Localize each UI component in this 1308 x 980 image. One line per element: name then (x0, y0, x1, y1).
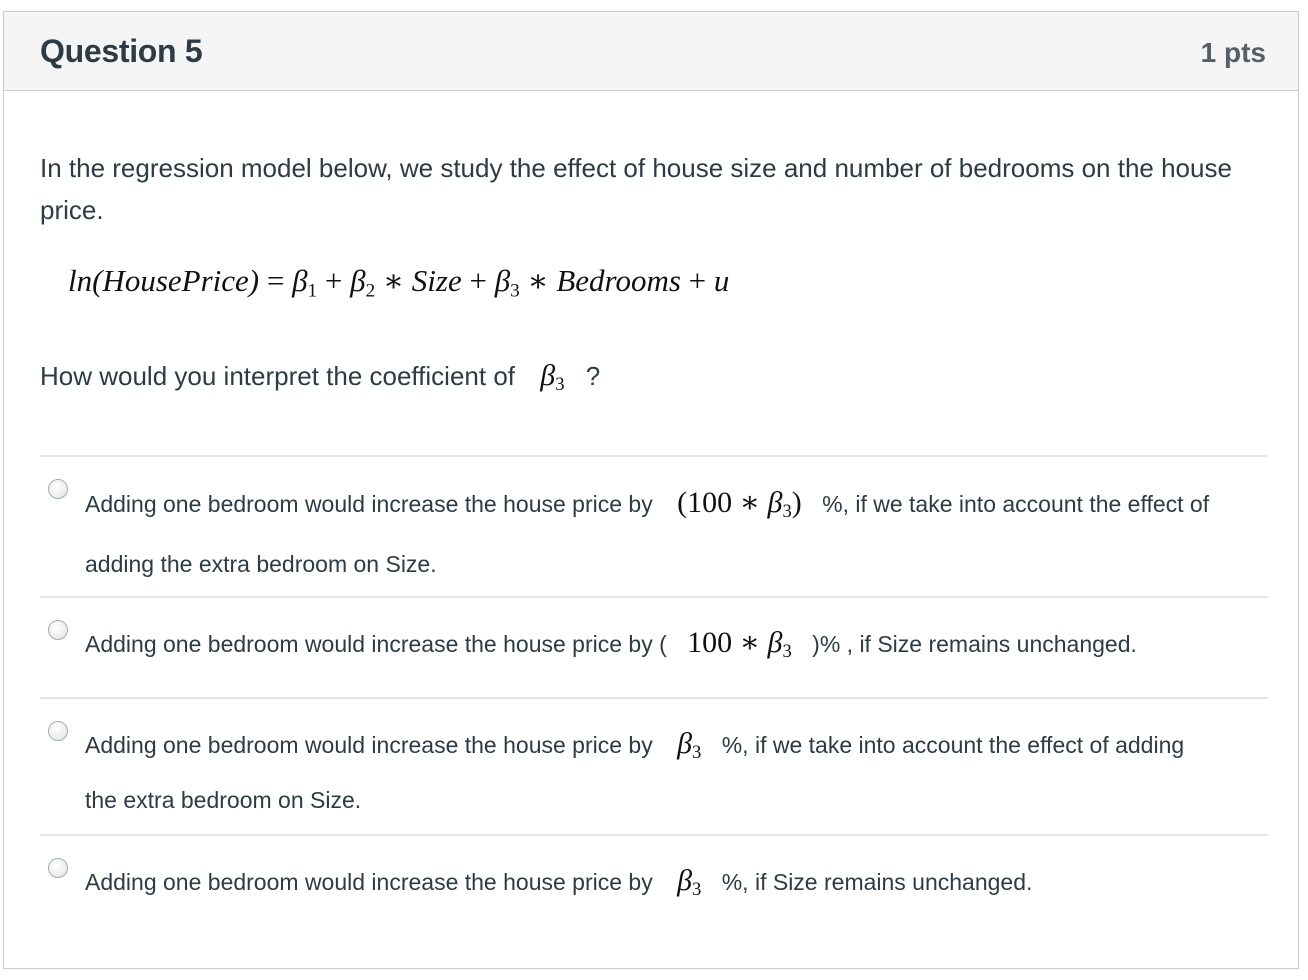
multiply-sign: ∗ (382, 263, 405, 298)
beta3-subscript: 3 (692, 879, 702, 901)
radio-button[interactable] (48, 858, 68, 878)
beta3-symbol: β (540, 359, 556, 392)
beta3-subscript: 3 (555, 374, 565, 396)
beta3-subscript: 3 (692, 742, 702, 764)
size-variable: Size (411, 263, 462, 298)
answer-text (85, 485, 1268, 523)
answer-suffix: %, if we take into account the effect of adding (721, 732, 1185, 758)
beta1-subscript: 1 (307, 280, 318, 302)
question-intro: In the regression model below, we study the effect of house size and number of bedrooms on the house price. (40, 153, 1232, 225)
bedrooms-variable: Bedrooms (556, 263, 681, 298)
answer-prefix: Adding one bedroom would increase the house price by (85, 869, 653, 895)
answer-suffix: %, if we take into account the effect of (822, 491, 1210, 517)
beta3-symbol: β (677, 864, 693, 897)
beta3-subscript: 3 (782, 501, 792, 523)
regression-equation (68, 263, 729, 302)
plus-sign: + (469, 263, 487, 298)
beta3-symbol: β (677, 727, 693, 760)
math-number: 100 (687, 626, 733, 659)
beta2-symbol: β (350, 263, 366, 298)
answer-text (85, 625, 1268, 663)
question-mark: ? (585, 361, 601, 391)
math-open: (100 (677, 486, 733, 519)
beta3-symbol: β (494, 263, 511, 298)
beta3-subscript: 3 (510, 280, 520, 302)
question-header (4, 12, 1298, 91)
multiply-sign: ∗ (739, 486, 760, 519)
error-term: u (713, 263, 730, 298)
answer-option-1[interactable] (40, 455, 1268, 596)
equation-lhs: ln(HousePrice) (68, 263, 260, 298)
plus-sign: + (324, 263, 343, 298)
answer-option-3[interactable] (40, 697, 1268, 834)
multiply-sign: ∗ (527, 263, 549, 298)
equation-equals: = (266, 263, 285, 298)
math-close: ) (791, 486, 802, 519)
beta3-symbol: β (767, 486, 783, 519)
multiply-sign: ∗ (739, 626, 761, 659)
plus-sign: + (688, 263, 707, 298)
answer-text (85, 864, 1268, 901)
answer-prefix: Adding one bedroom would increase the house price by (85, 732, 653, 758)
answer-prefix: Adding one bedroom would increase the house price by ( (85, 631, 667, 657)
question-prompt-text: How would you interpret the coefficient of (40, 361, 516, 391)
question-prompt (40, 359, 600, 396)
radio-button[interactable] (48, 479, 68, 499)
beta2-subscript: 2 (365, 280, 376, 302)
answer-text (85, 727, 1268, 764)
beta3-subscript: 3 (782, 641, 792, 663)
question-title: Question 5 (40, 33, 203, 69)
answer-option-4[interactable] (40, 834, 1268, 934)
answer-list (40, 455, 1268, 934)
answer-suffix: %, if Size remains unchanged. (721, 869, 1033, 895)
question-card (3, 11, 1299, 969)
question-points: 1 pts (1200, 37, 1266, 68)
answer-suffix: )% , if Size remains unchanged. (812, 631, 1137, 657)
radio-button[interactable] (48, 721, 68, 741)
answer-option-2[interactable] (40, 596, 1268, 697)
radio-button[interactable] (48, 620, 68, 640)
answer-text-line2: the extra bedroom on Size. (85, 787, 362, 813)
answer-text-line2: adding the extra bedroom on Size. (85, 551, 437, 577)
beta1-symbol: β (292, 263, 308, 298)
beta3-symbol: β (767, 626, 783, 659)
answer-prefix: Adding one bedroom would increase the house price by (85, 491, 653, 517)
